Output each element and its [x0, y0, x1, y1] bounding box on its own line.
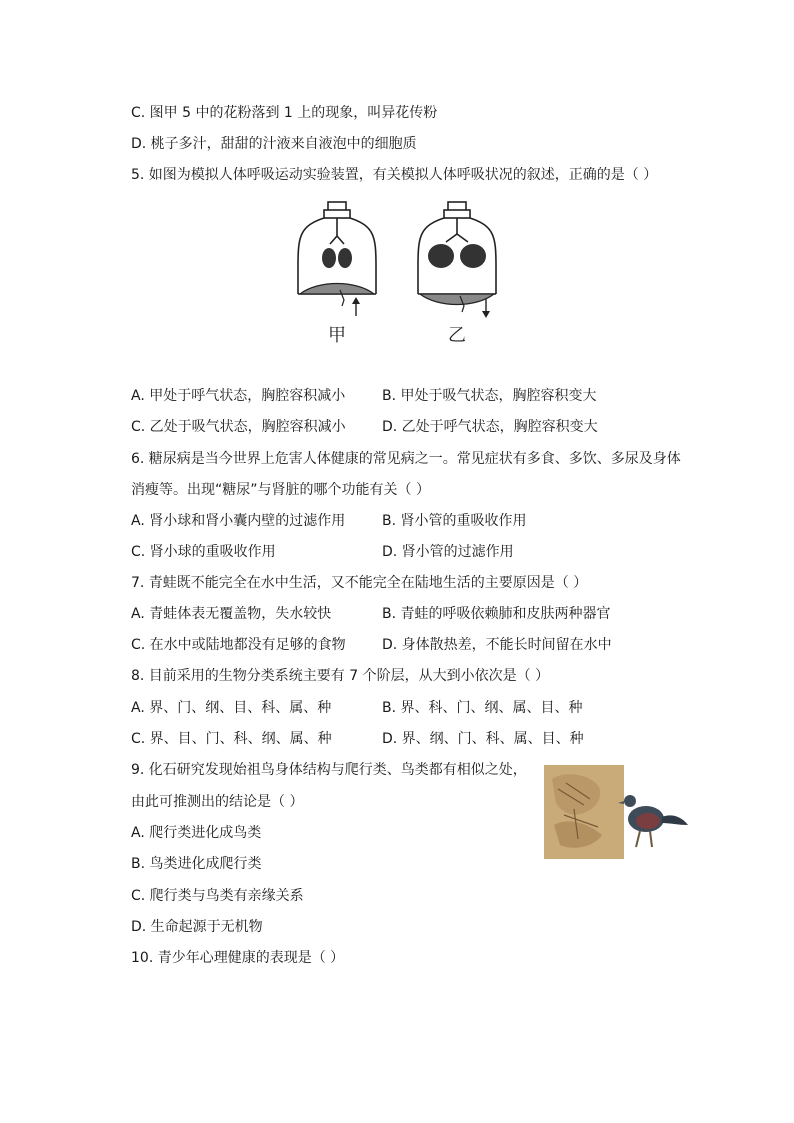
q5-option-d: D. 乙处于呼气状态，胸腔容积变大: [382, 419, 598, 435]
q8-option-c: C. 界、目、门、科、纲、属、种: [131, 731, 332, 747]
label-yi: 乙: [448, 325, 466, 346]
bell-jar-jia: [298, 202, 376, 294]
question-6-line-2: 消瘦等。出现“糖尿”与肾脏的哪个功能有关（ ）: [131, 482, 430, 498]
breathing-model-figure: [288, 196, 518, 346]
balloon-left-jia: [322, 248, 336, 268]
q7-option-b: B. 青蛙的呼吸依赖肺和皮肤两种器官: [382, 606, 611, 622]
q9-option-a: A. 爬行类进化成鸟类: [131, 825, 262, 841]
q9-option-b: B. 鸟类进化成爬行类: [131, 856, 262, 872]
q7-option-c: C. 在水中或陆地都没有足够的食物: [131, 637, 346, 653]
q6-option-c: C. 肾小球的重吸收作用: [131, 544, 276, 560]
question-5: 5. 如图为模拟人体呼吸运动实验装置，有关模拟人体呼吸状况的叙述，正确的是（ ）: [131, 167, 658, 183]
question-9-line-2: 由此可推测出的结论是（ ）: [131, 794, 304, 810]
bird-head: [624, 795, 636, 807]
question-6-line-1: 6. 糖尿病是当今世界上危害人体健康的常见病之一。常见症状有多食、多饮、多尿及身体: [131, 451, 681, 467]
balloon-left-yi: [428, 244, 454, 268]
option-c-previous: C. 图甲 5 中的花粉落到 1 上的现象，叫异花传粉: [131, 105, 438, 121]
question-8: 8. 目前采用的生物分类系统主要有 7 个阶层，从大到小依次是（ ）: [131, 668, 550, 684]
q6-option-d: D. 肾小管的过滤作用: [382, 544, 514, 560]
rubber-membrane-yi: [420, 294, 494, 305]
q7-option-a: A. 青蛙体表无覆盖物，失水较快: [131, 606, 332, 622]
q8-option-d: D. 界、纲、门、科、属、目、种: [382, 731, 584, 747]
balloon-right-yi: [460, 244, 486, 268]
question-9-line-1: 9. 化石研究发现始祖鸟身体结构与爬行类、鸟类都有相似之处，: [131, 762, 527, 778]
q5-option-c: C. 乙处于吸气状态，胸腔容积减小: [131, 419, 346, 435]
q8-option-a: A. 界、门、纲、目、科、属、种: [131, 700, 332, 716]
q7-option-d: D. 身体散热差，不能长时间留在水中: [382, 637, 612, 653]
q8-option-b: B. 界、科、门、纲、属、目、种: [382, 700, 583, 716]
rubber-membrane-jia: [300, 284, 374, 295]
question-10: 10. 青少年心理健康的表现是（ ）: [131, 950, 345, 966]
q9-option-d: D. 生命起源于无机物: [131, 919, 263, 935]
archaeopteryx-figure: [544, 765, 690, 859]
q9-option-c: C. 爬行类与鸟类有亲缘关系: [131, 888, 304, 904]
option-d-previous: D. 桃子多汁，甜甜的汁液来自液泡中的细胞质: [131, 136, 417, 152]
q6-option-b: B. 肾小管的重吸收作用: [382, 513, 527, 529]
bell-jar-yi: [418, 202, 496, 294]
balloon-right-jia: [338, 248, 352, 268]
q5-option-b: B. 甲处于吸气状态，胸腔容积变大: [382, 388, 597, 404]
question-7: 7. 青蛙既不能完全在水中生活，又不能完全在陆地生活的主要原因是（ ）: [131, 575, 588, 591]
q5-option-a: A. 甲处于呼气状态，胸腔容积减小: [131, 388, 346, 404]
q6-option-a: A. 肾小球和肾小囊内壁的过滤作用: [131, 513, 346, 529]
label-jia: 甲: [328, 325, 346, 346]
